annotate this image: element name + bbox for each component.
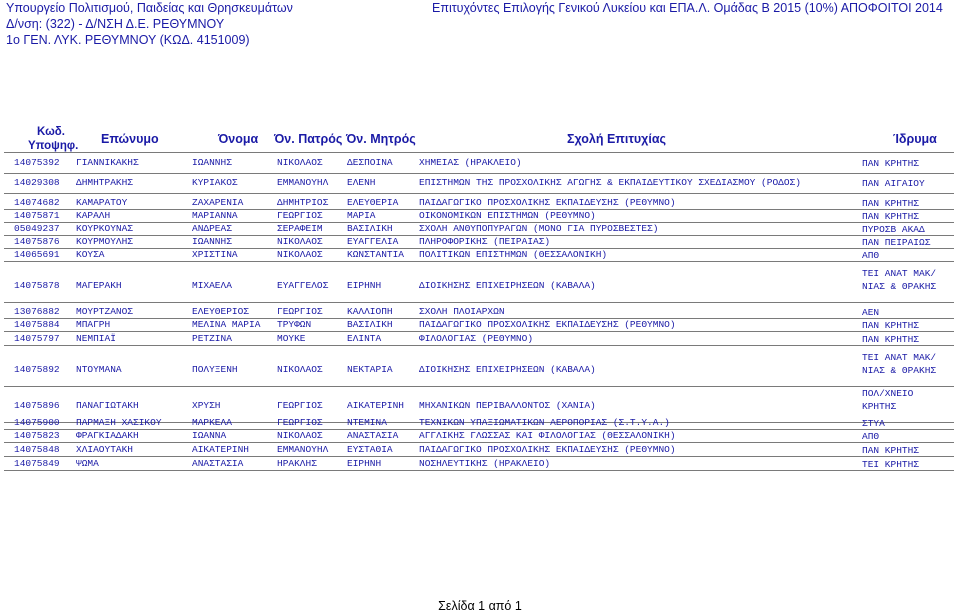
cell-school: ΠΑΙΔΑΓΩΓΙΚΟ ΠΡΟΣΧΟΛΙΚΗΣ ΕΚΠΑΙΔΕΥΣΗΣ (ΡΕΘΥΜΝΟ) — [419, 197, 676, 208]
cell-code: 14075797 — [14, 333, 60, 344]
cell-father: ΕΜΜΑΝΟΥΗΛ — [277, 177, 329, 188]
cell-institution: ΑΠΘ — [862, 250, 880, 261]
cell-surname: ΠΑΝΑΓΙΩΤΑΚΗ — [76, 400, 139, 411]
cell-father: ΣΕΡΑΦΕΙΜ — [277, 223, 323, 234]
document-title: Επιτυχόντες Επιλογής Γενικού Λυκείου και ΕΠΑ.Λ. Ομάδας Β 2015 (10%) ΑΠΟΦΟΙΤΟΙ 2014 — [432, 1, 943, 15]
cell-surname: ΜΠΑΓΡΗ — [76, 319, 111, 330]
cell-code: 14075392 — [14, 157, 60, 168]
cell-mother: ΒΑΣΙΛΙΚΗ — [347, 223, 393, 234]
cell-mother: ΑΝΑΣΤΑΣΙΑ — [347, 430, 399, 441]
cell-school: ΜΗΧΑΝΙΚΩΝ ΠΕΡΙΒΑΛΛΟΝΤΟΣ (ΧΑΝΙΑ) — [419, 400, 596, 411]
cell-code: 14065691 — [14, 249, 60, 260]
table-row — [0, 354, 960, 386]
cell-mother: ΝΤΕΜΙΝΑ — [347, 417, 387, 428]
cell-school: ΦΙΛΟΛΟΓΙΑΣ (ΡΕΘΥΜΝΟ) — [419, 333, 534, 344]
cell-code: 14075849 — [14, 458, 60, 469]
cell-mother: ΝΕΚΤΑΡΙΑ — [347, 364, 393, 375]
column-header-institution: Ίδρυμα — [893, 132, 937, 146]
cell-surname: ΚΟΥΣΑ — [76, 249, 105, 260]
column-header-name: Όνομα — [218, 132, 259, 146]
cell-mother: ΜΑΡΙΑ — [347, 210, 376, 221]
cell-name: ΜΕΛΙΝΑ ΜΑΡΙΑ — [192, 319, 261, 330]
cell-name: ΑΝΑΣΤΑΣΙΑ — [192, 458, 244, 469]
cell-institution: ΠΥΡΟΣΒ ΑΚΑΔ — [862, 224, 925, 235]
ministry-line: Υπουργείο Πολιτισμού, Παιδείας και Θρησκευμάτων — [6, 1, 293, 15]
table-row — [0, 457, 960, 470]
cell-code: 14074682 — [14, 197, 60, 208]
cell-name: ΧΡΥΣΗ — [192, 400, 221, 411]
cell-name: ΙΩΑΝΝΗΣ — [192, 157, 232, 168]
cell-code: 14029308 — [14, 177, 60, 188]
table-row — [0, 235, 960, 248]
cell-surname: ΨΩΜΑ — [76, 458, 99, 469]
cell-institution: ΤΕΙ ΑΝΑΤ ΜΑΚ/ΝΙΑΣ & ΘΡΑΚΗΣ — [862, 268, 937, 292]
cell-father: ΕΥΑΓΓΕΛΟΣ — [277, 280, 329, 291]
row-separator — [4, 345, 954, 346]
cell-school: ΔΙΟΙΚΗΣΗΣ ΕΠΙΧΕΙΡΗΣΕΩΝ (ΚΑΒΑΛΑ) — [419, 364, 596, 375]
row-separator — [4, 193, 954, 194]
cell-code: 14075848 — [14, 444, 60, 455]
cell-school: ΣΧΟΛΗ ΠΛΟΙΑΡΧΩΝ — [419, 306, 505, 317]
column-header-surname: Επώνυμο — [101, 132, 159, 146]
cell-school: ΧΗΜΕΙΑΣ (ΗΡΑΚΛΕΙΟ) — [419, 157, 522, 168]
cell-code: 14075878 — [14, 280, 60, 291]
cell-school: ΣΧΟΛΗ ΑΝΘΥΠΟΠΥΡΑΓΩΝ (ΜΟΝΟ ΓΙΑ ΠΥΡΟΣΒΕΣΤΕΣ) — [419, 223, 659, 234]
cell-father: ΝΙΚΟΛΑΟΣ — [277, 157, 323, 168]
cell-father: ΓΕΩΡΓΙΟΣ — [277, 400, 323, 411]
cell-institution: ΠΑΝ ΚΡΗΤΗΣ — [862, 334, 920, 345]
cell-mother: ΚΑΛΛΙΟΠΗ — [347, 306, 393, 317]
cell-mother: ΕΛΕΝΗ — [347, 177, 376, 188]
column-header-mother: Όν. Μητρός — [346, 132, 416, 146]
cell-institution: ΠΑΝ ΚΡΗΤΗΣ — [862, 198, 920, 209]
cell-name: ΧΡΙΣΤΙΝΑ — [192, 249, 238, 260]
cell-father: ΓΕΩΡΓΙΟΣ — [277, 417, 323, 428]
cell-code: 13076882 — [14, 306, 60, 317]
cell-father: ΝΙΚΟΛΑΟΣ — [277, 236, 323, 247]
cell-name: ΜΑΡΚΕΛΑ — [192, 417, 232, 428]
table-row — [0, 318, 960, 331]
cell-mother: ΕΥΑΓΓΕΛΙΑ — [347, 236, 399, 247]
cell-father: ΔΗΜΗΤΡΙΟΣ — [277, 197, 329, 208]
table-row — [0, 416, 960, 429]
cell-mother: ΕΥΣΤΑΘΙΑ — [347, 444, 393, 455]
cell-father: ΝΙΚΟΛΑΟΣ — [277, 430, 323, 441]
cell-father: ΤΡΥΦΩΝ — [277, 319, 312, 330]
cell-name: ΙΩΑΝΝΗΣ — [192, 236, 232, 247]
table-row — [0, 305, 960, 318]
cell-name: ΕΛΕΥΘΕΡΙΟΣ — [192, 306, 250, 317]
column-header-father: Όν. Πατρός — [274, 132, 343, 146]
cell-surname: ΚΟΥΡΚΟΥΝΑΣ — [76, 223, 134, 234]
cell-institution: ΠΑΝ ΠΕΙΡΑΙΩΣ — [862, 237, 931, 248]
table-row — [0, 222, 960, 235]
table-row — [0, 332, 960, 345]
cell-mother: ΑΙΚΑΤΕΡΙΝΗ — [347, 400, 405, 411]
table-row — [0, 270, 960, 302]
cell-institution: ΑΠΘ — [862, 431, 880, 442]
cell-name: ΜΑΡΙΑΝΝΑ — [192, 210, 238, 221]
page-number: Σελίδα 1 από 1 — [438, 599, 522, 613]
table-row — [0, 209, 960, 222]
cell-school: ΕΠΙΣΤΗΜΩΝ ΤΗΣ ΠΡΟΣΧΟΛΙΚΗΣ ΑΓΩΓΗΣ & ΕΚΠΑΙΔΕΥΤΙΚΟΥ ΣΧΕΔΙΑΣΜΟΥ (ΡΟΔΟΣ) — [419, 177, 801, 188]
cell-mother: ΕΙΡΗΝΗ — [347, 458, 382, 469]
table-row — [0, 429, 960, 442]
table-row — [0, 173, 960, 193]
cell-name: ΑΝΔΡΕΑΣ — [192, 223, 232, 234]
cell-surname: ΦΡΑΓΚΙΑΔΑΚΗ — [76, 430, 139, 441]
cell-institution: ΣΤΥΑ — [862, 418, 885, 429]
directorate-line: Δ/νση: (322) - Δ/ΝΣΗ Δ.Ε. ΡΕΘΥΜΝΟΥ — [6, 17, 225, 31]
cell-surname: ΚΟΥΡΜΟΥΛΗΣ — [76, 236, 134, 247]
cell-father: ΕΜΜΑΝΟΥΗΛ — [277, 444, 329, 455]
cell-school: ΠΛΗΡΟΦΟΡΙΚΗΣ (ΠΕΙΡΑΙΑΣ) — [419, 236, 551, 247]
cell-code: 14075896 — [14, 400, 60, 411]
cell-name: ΚΥΡΙΑΚΟΣ — [192, 177, 238, 188]
table-row — [0, 153, 960, 173]
cell-code: 14075884 — [14, 319, 60, 330]
cell-mother: ΒΑΣΙΛΙΚΗ — [347, 319, 393, 330]
document-header-left — [6, 0, 293, 48]
cell-institution: ΠΑΝ ΑΙΓΑΙΟΥ — [862, 178, 925, 189]
column-header-school: Σχολή Επιτυχίας — [567, 132, 667, 146]
row-separator — [4, 470, 954, 471]
cell-surname: ΧΛΙΑΟΥΤΑΚΗ — [76, 444, 134, 455]
cell-name: ΠΟΛΥΞΕΝΗ — [192, 364, 238, 375]
cell-school: ΠΟΛΙΤΙΚΩΝ ΕΠΙΣΤΗΜΩΝ (ΘΕΣΣΑΛΟΝΙΚΗ) — [419, 249, 608, 260]
column-header-code-text: Κωδ. Υποψηφ. — [28, 126, 79, 152]
cell-school: ΔΙΟΙΚΗΣΗΣ ΕΠΙΧΕΙΡΗΣΕΩΝ (ΚΑΒΑΛΑ) — [419, 280, 596, 291]
table-row — [0, 248, 960, 261]
cell-surname: ΜΟΥΡΤΖΑΝΟΣ — [76, 306, 134, 317]
cell-code: 05049237 — [14, 223, 60, 234]
cell-father: ΝΙΚΟΛΑΟΣ — [277, 364, 323, 375]
cell-mother: ΕΛΕΥΘΕΡΙΑ — [347, 197, 399, 208]
cell-code: 14075900 — [14, 417, 60, 428]
cell-father: ΓΕΩΡΓΙΟΣ — [277, 210, 323, 221]
cell-mother: ΔΕΣΠΟΙΝΑ — [347, 157, 393, 168]
cell-code: 14075876 — [14, 236, 60, 247]
row-separator — [4, 302, 954, 303]
cell-name: ΡΕΤΖΙΝΑ — [192, 333, 232, 344]
cell-institution: ΤΕΙ ΑΝΑΤ ΜΑΚ/ΝΙΑΣ & ΘΡΑΚΗΣ — [862, 352, 937, 376]
cell-father: ΝΙΚΟΛΑΟΣ — [277, 249, 323, 260]
table-row — [0, 196, 960, 209]
cell-surname: ΝΤΟΥΜΑΝΑ — [76, 364, 122, 375]
cell-mother: ΕΙΡΗΝΗ — [347, 280, 382, 291]
cell-mother: ΚΩΝΣΤΑΝΤΙΑ — [347, 249, 405, 260]
cell-institution: ΠΑΝ ΚΡΗΤΗΣ — [862, 320, 920, 331]
row-separator — [4, 261, 954, 262]
cell-surname: ΔΗΜΗΤΡΑΚΗΣ — [76, 177, 134, 188]
cell-institution: ΠΑΝ ΚΡΗΤΗΣ — [862, 445, 920, 456]
cell-institution: ΠΑΝ ΚΡΗΤΗΣ — [862, 211, 920, 222]
cell-surname: ΠΑΡΜΑΞΗ ΧΑΣΙΚΟΥ — [76, 417, 162, 428]
cell-institution: ΑΕΝ — [862, 307, 880, 318]
cell-institution: ΤΕΙ ΚΡΗΤΗΣ — [862, 459, 920, 470]
cell-mother: ΕΛΙΝΤΑ — [347, 333, 382, 344]
cell-school: ΑΓΓΛΙΚΗΣ ΓΛΩΣΣΑΣ ΚΑΙ ΦΙΛΟΛΟΓΙΑΣ (ΘΕΣΣΑΛΟΝΙΚΗ) — [419, 430, 676, 441]
cell-school: ΠΑΙΔΑΓΩΓΙΚΟ ΠΡΟΣΧΟΛΙΚΗΣ ΕΚΠΑΙΔΕΥΣΗΣ (ΡΕΘΥΜΝΟ) — [419, 319, 676, 330]
cell-school: ΤΕΧΝΙΚΩΝ ΥΠΑΞΙΩΜΑΤΙΚΩΝ ΑΕΡΟΠΟΡΙΑΣ (Σ.Τ.Υ.Α.) — [419, 417, 670, 428]
cell-name: ΖΑΧΑΡΕΝΙΑ — [192, 197, 244, 208]
row-separator — [4, 386, 954, 387]
cell-school: ΟΙΚΟΝΟΜΙΚΩΝ ΕΠΙΣΤΗΜΩΝ (ΡΕΘΥΜΝΟ) — [419, 210, 596, 221]
cell-code: 14075892 — [14, 364, 60, 375]
cell-surname: ΝΕΜΠΙΑΪ — [76, 333, 116, 344]
cell-father: ΓΕΩΡΓΙΟΣ — [277, 306, 323, 317]
table-row — [0, 443, 960, 456]
cell-father: ΜΟΥΚΕ — [277, 333, 306, 344]
cell-father: ΗΡΑΚΛΗΣ — [277, 458, 317, 469]
cell-surname: ΚΑΜΑΡΑΤΟΥ — [76, 197, 128, 208]
cell-surname: ΜΑΓΕΡΑΚΗ — [76, 280, 122, 291]
cell-school: ΠΑΙΔΑΓΩΓΙΚΟ ΠΡΟΣΧΟΛΙΚΗΣ ΕΚΠΑΙΔΕΥΣΗΣ (ΡΕΘΥΜΝΟ) — [419, 444, 676, 455]
cell-institution: ΠΑΝ ΚΡΗΤΗΣ — [862, 158, 920, 169]
column-header-code — [28, 125, 79, 153]
cell-surname: ΚΑΡΑΛΗ — [76, 210, 111, 221]
cell-surname: ΓΙΑΝΝΙΚΑΚΗΣ — [76, 157, 139, 168]
cell-name: ΜΙΧΑΕΛΑ — [192, 280, 232, 291]
cell-school: ΝΟΣΗΛΕΥΤΙΚΗΣ (ΗΡΑΚΛΕΙΟ) — [419, 458, 551, 469]
cell-code: 14075823 — [14, 430, 60, 441]
cell-name: ΑΙΚΑΤΕΡΙΝΗ — [192, 444, 250, 455]
cell-name: ΙΩΑΝΝΑ — [192, 430, 227, 441]
cell-institution: ΠΟΛ/ΧΝΕΙΟ ΚΡΗΤΗΣ — [862, 388, 914, 412]
school-line: 1ο ΓΕΝ. ΛΥΚ. ΡΕΘΥΜΝΟΥ (ΚΩΔ. 4151009) — [6, 33, 250, 47]
cell-code: 14075871 — [14, 210, 60, 221]
